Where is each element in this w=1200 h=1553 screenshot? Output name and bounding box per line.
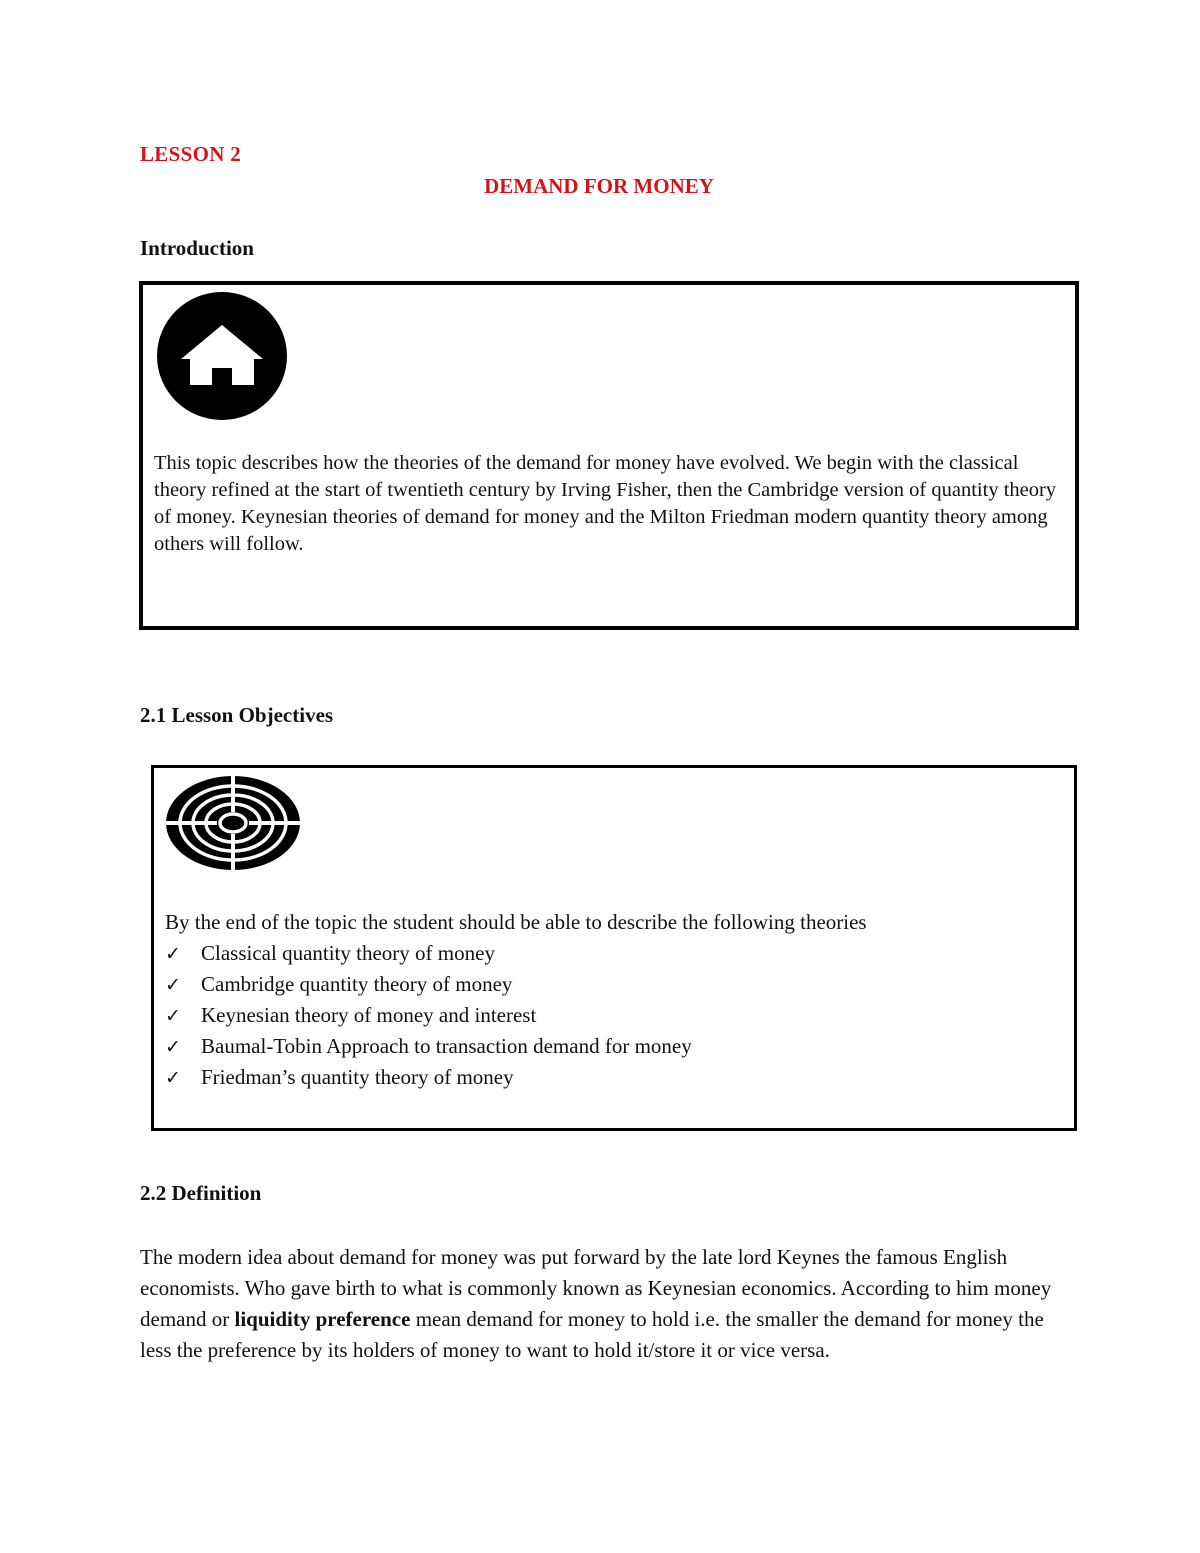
objective-text: Baumal-Tobin Approach to transaction demand for money xyxy=(201,1034,692,1058)
objectives-list xyxy=(165,939,1055,1094)
check-icon: ✓ xyxy=(165,1067,181,1089)
house-icon xyxy=(156,291,288,421)
list-item xyxy=(165,939,1055,970)
document-title: DEMAND FOR MONEY xyxy=(484,174,714,198)
definition-paragraph xyxy=(140,1242,1070,1366)
definition-text-after: mean demand for money to hold i.e. the smaller the demand for money the less the preference by its holders of money to want to hold it/store it or vice versa. xyxy=(140,1307,1044,1362)
check-icon: ✓ xyxy=(165,1036,181,1058)
objective-text: Friedman’s quantity theory of money xyxy=(201,1065,514,1089)
objective-text: Keynesian theory of money and interest xyxy=(201,1003,537,1027)
list-item xyxy=(165,1063,1055,1094)
introduction-heading: Introduction xyxy=(140,236,254,260)
check-icon: ✓ xyxy=(165,1005,181,1027)
introduction-text: This topic describes how the theories of the demand for money have evolved. We begin with the classical theory refined at the start of twentieth century by Irving Fisher, then the Cambridge version of quantity theory of money. Keynesian theories of demand for money and the Milton Friedman modern quantity theory among others will follow. xyxy=(154,452,1057,555)
objective-text: Cambridge quantity theory of money xyxy=(201,972,513,996)
definition-bold-term: liquidity preference xyxy=(234,1307,411,1331)
list-item xyxy=(165,970,1055,1001)
check-icon: ✓ xyxy=(165,974,181,996)
list-item xyxy=(165,1001,1055,1032)
objectives-intro: By the end of the topic the student should be able to describe the following theories xyxy=(165,910,867,934)
definition-text-before: The modern idea about demand for money was put forward by the late lord Keynes the famous English economists. Who gave birth to what is commonly known as Keynesian economics. According to him money demand or xyxy=(140,1245,1052,1331)
objectives-heading: 2.1 Lesson Objectives xyxy=(140,703,334,727)
list-item xyxy=(165,1032,1055,1063)
definition-heading: 2.2 Definition xyxy=(140,1181,262,1205)
target-icon xyxy=(165,775,301,871)
check-icon: ✓ xyxy=(165,943,181,965)
lesson-label: LESSON 2 xyxy=(140,142,242,166)
objective-text: Classical quantity theory of money xyxy=(201,941,495,965)
